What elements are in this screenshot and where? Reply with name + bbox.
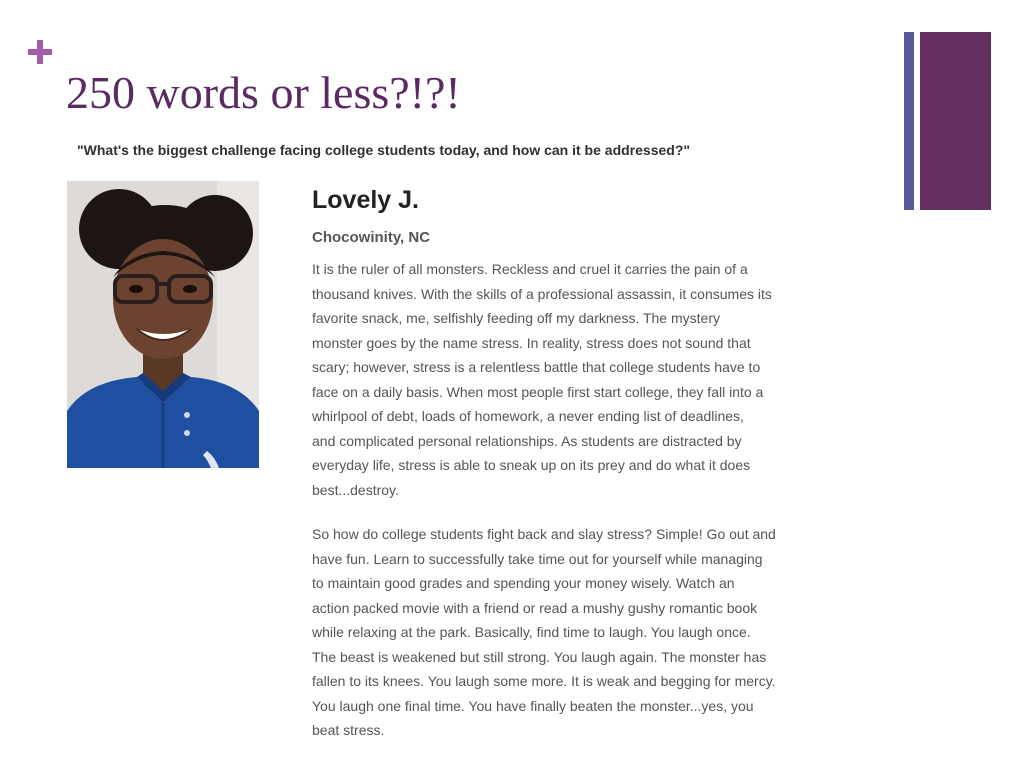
essay-line: You laugh one final time. You have finally beaten the monster...yes, you (312, 697, 754, 714)
decorative-bar-thick (920, 32, 991, 210)
essay-line: best...destroy. (312, 481, 399, 498)
essay-line: everyday life, stress is able to sneak up on its prey and do what it does (312, 457, 751, 473)
essay-line: favorite snack, me, selfishly feeding off my darkness. The mystery (312, 310, 720, 326)
student-photo (67, 181, 259, 468)
essay-line: fallen to its knees. You laugh some more. It is weak and begging for mercy. (312, 673, 776, 689)
essay-line: beat stress. (312, 722, 385, 738)
essay-line: scary; however, stress is a relentless battle that college students have to (312, 359, 761, 375)
essay-line: thousand knives. With the skills of a professional assassin, it consumes its (312, 285, 772, 302)
essay-line: while relaxing at the park. Basically, find time to laugh. You laugh once. (312, 624, 751, 640)
author-location: Chocowinity, NC (312, 229, 431, 246)
essay-paragraph-2 (312, 522, 812, 743)
essay-line: face on a daily basis. When most people first start college, they fall into a (312, 383, 764, 400)
essay-line: and complicated personal relationships. As students are distracted by (312, 432, 742, 449)
essay-line: It is the ruler of all monsters. Reckless and cruel it carries the pain of a (312, 261, 748, 277)
essay-paragraph-1 (312, 257, 812, 502)
essay-line: monster goes by the name stress. In reality, stress does not sound that (312, 334, 751, 351)
decorative-bar-thin (904, 32, 914, 210)
plus-icon (26, 36, 56, 66)
essay-line: have fun. Learn to successfully take time out for yourself while managing (312, 550, 763, 567)
essay-line: action packed movie with a friend or read a mushy gushy romantic book (312, 599, 758, 616)
author-name: Lovely J. (312, 186, 419, 214)
essay-body (312, 257, 812, 763)
essay-line: The beast is weakened but still strong. You laugh again. The monster has (312, 648, 767, 665)
essay-line: to maintain good grades and spending your money wisely. Watch an (312, 575, 735, 591)
slide-title: 250 words or less?!?! (66, 67, 461, 118)
essay-question: "What's the biggest challenge facing college students today, and how can it be addressed?" (77, 142, 691, 158)
essay-line: whirlpool of debt, loads of homework, a never ending list of deadlines, (312, 408, 744, 424)
essay-line: So how do college students fight back and slay stress? Simple! Go out and (312, 526, 776, 542)
